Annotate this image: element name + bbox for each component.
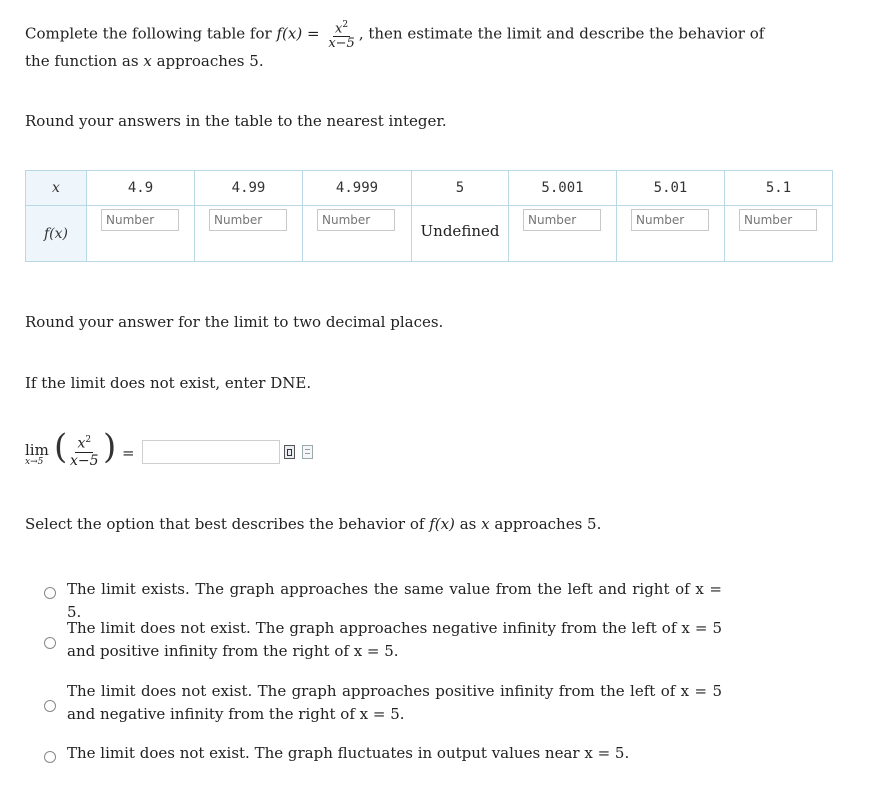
fx-header: f(x) xyxy=(26,206,87,262)
x-cell: 5.001 xyxy=(509,171,617,206)
x-row xyxy=(26,171,833,206)
values-table xyxy=(25,170,833,262)
x-cell: 5 xyxy=(412,171,509,206)
option-radio-1[interactable] xyxy=(44,587,56,599)
function-label: f(x) xyxy=(276,24,303,43)
equals-sign: = xyxy=(306,24,320,43)
fx-input-4.9[interactable] xyxy=(101,209,179,231)
option-label-1[interactable]: The limit exists. The graph approaches the same value from the left and right of x = 5. xyxy=(67,580,722,621)
fx-input-5.01[interactable] xyxy=(631,209,709,231)
fx-input-4.99[interactable] xyxy=(209,209,287,231)
fx-input-5.001[interactable] xyxy=(523,209,601,231)
x-cell: 5.01 xyxy=(617,171,725,206)
dne-note: If the limit does not exist, enter DNE. xyxy=(25,374,312,392)
behavior-question: Select the option that best describes the behavior of f(x) as x approaches 5. xyxy=(25,515,602,533)
limit-answer-input[interactable] xyxy=(142,440,280,464)
x-cell: 4.99 xyxy=(195,171,303,206)
x-cell: 4.9 xyxy=(87,171,195,206)
table-instruction: Round your answers in the table to the nearest integer. xyxy=(25,112,447,130)
clear-icon[interactable] xyxy=(302,445,313,459)
option-radio-4[interactable] xyxy=(44,751,56,763)
lim-subscript: x→5 xyxy=(25,457,44,467)
option-label-4[interactable]: The limit does not exist. The graph fluctuates in output values near x = 5. xyxy=(67,744,630,762)
lim-text: lim xyxy=(25,441,49,459)
equation-editor-icon[interactable] xyxy=(284,445,295,459)
intro-text-tail: , then estimate the limit and describe the behavior of xyxy=(358,24,765,43)
intro-text: Complete the following table for xyxy=(25,24,272,43)
option-radio-2[interactable] xyxy=(44,637,56,649)
x-cell: 5.1 xyxy=(725,171,833,206)
left-paren: ( xyxy=(54,427,68,467)
limit-equals: = xyxy=(122,444,135,462)
function-fraction: $\frac{x^2}{x-5}$ xyxy=(328,20,355,52)
undefined-value: Undefined xyxy=(420,222,500,240)
option-label-2[interactable]: The limit does not exist. The graph approaches negative infinity from the left of x = 5 and positive infinity from the right of x = 5. xyxy=(67,619,722,660)
option-radio-3[interactable] xyxy=(44,700,56,712)
fx-input-5.1[interactable] xyxy=(739,209,817,231)
limit-fraction: $\frac{x^2}{x-5}$ xyxy=(66,432,103,469)
right-paren: ) xyxy=(103,427,117,467)
fx-row xyxy=(26,206,833,262)
intro-line-2: the function as x approaches 5. xyxy=(25,52,264,70)
fx-input-4.999[interactable] xyxy=(317,209,395,231)
x-cell: 4.999 xyxy=(303,171,412,206)
x-header: x xyxy=(26,171,87,206)
option-label-3[interactable]: The limit does not exist. The graph approaches positive infinity from the left of x = 5 and negative infinity from the right of x = 5. xyxy=(67,682,722,723)
intro-line-1 xyxy=(25,18,764,51)
limit-instruction: Round your answer for the limit to two decimal places. xyxy=(25,313,444,331)
